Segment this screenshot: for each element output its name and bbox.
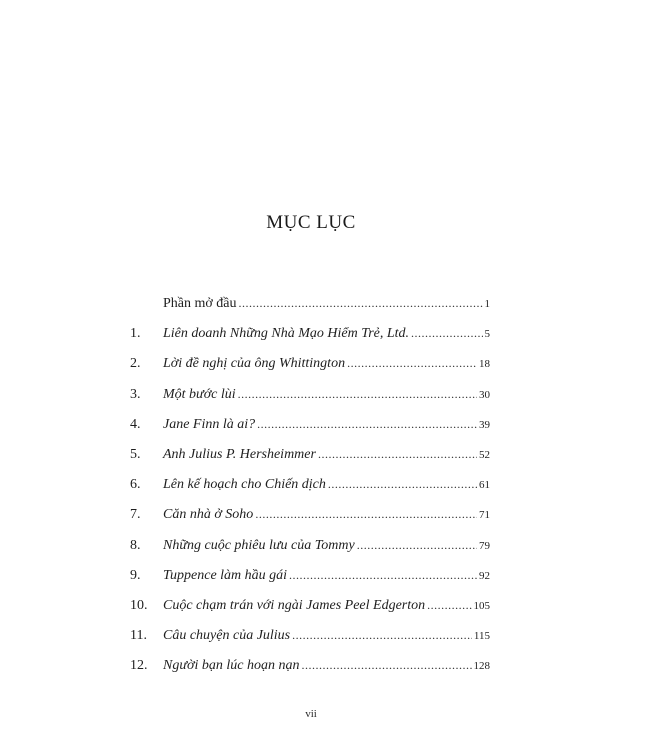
toc-dot-leader [427, 598, 471, 613]
toc-entry-number: 4. [130, 416, 141, 432]
toc-entry-title: Những cuộc phiêu lưu của Tommy [163, 537, 355, 553]
toc-entry-title: Người bạn lúc hoạn nạn [163, 658, 300, 674]
toc-entry-title: Phần mở đầu [163, 296, 237, 311]
toc-entry [130, 417, 490, 447]
toc-dot-leader [289, 568, 477, 583]
toc-entry-title: Lời đề nghị của ông Whittington [163, 356, 346, 372]
toc-dot-leader [357, 538, 477, 553]
toc-entry-page: 128 [473, 660, 490, 673]
toc-entry [130, 598, 490, 628]
toc-dot-leader [257, 417, 477, 432]
toc-dot-leader [292, 628, 472, 643]
toc-entry [130, 658, 490, 688]
toc-entry-page: 18 [479, 358, 490, 371]
toc-dot-leader [347, 356, 477, 371]
toc-dot-leader [239, 296, 483, 311]
toc-dot-leader [328, 477, 477, 492]
toc-entry-number: 1. [130, 326, 141, 342]
toc-entry-page: 79 [479, 539, 490, 552]
toc-entry [130, 507, 490, 537]
toc-entry-page: 92 [479, 569, 490, 582]
toc-title: MỤC LỤC [266, 212, 356, 233]
page-number: vii [305, 708, 317, 720]
toc-entry-title: Jane Finn là ai? [163, 416, 256, 432]
toc-entry-page: 39 [479, 418, 490, 431]
toc-entry [130, 296, 490, 326]
toc-entry-number: 9. [130, 567, 141, 583]
toc-dot-leader [255, 507, 477, 522]
toc-entry-number: 11. [130, 628, 147, 644]
toc-entry [130, 568, 490, 598]
toc-entry-title: Tuppence làm hầu gái [163, 567, 288, 583]
toc-entry-title: Cuộc chạm trán với ngài James Peel Edgerton [163, 597, 426, 613]
toc-entry-title: Căn nhà ở Soho [163, 507, 254, 523]
toc-entry-page: 1 [484, 298, 490, 310]
toc-dot-leader [238, 387, 477, 402]
toc-entry-number: 10. [130, 597, 148, 613]
toc-entry-number: 12. [130, 658, 148, 674]
toc-entry [130, 326, 490, 356]
toc-dot-leader [318, 447, 477, 462]
toc-dot-leader [301, 658, 471, 673]
toc-entry-page: 30 [479, 388, 490, 401]
toc-entry [130, 538, 490, 568]
toc-entry-number: 6. [130, 477, 141, 493]
toc-entry-page: 115 [473, 630, 490, 643]
toc-entry-title: Anh Julius P. Hersheimmer [163, 446, 316, 462]
toc-entry-title: Lên kế hoạch cho Chiến dịch [163, 477, 326, 493]
toc-entry-number: 8. [130, 537, 141, 553]
toc-entry-title: Liên doanh Những Nhà Mạo Hiểm Trẻ, Ltd. [163, 326, 410, 342]
toc-entry-number: 3. [130, 386, 141, 402]
toc-entry-title: Một bước lùi [163, 386, 236, 402]
toc-entry [130, 628, 490, 658]
toc-entry-number: 2. [130, 356, 141, 372]
toc-entry [130, 387, 490, 417]
toc-entry [130, 356, 490, 386]
toc-entry-page: 52 [479, 448, 490, 461]
toc-entry [130, 477, 490, 507]
toc-entry-number: 5. [130, 446, 141, 462]
toc-entry-page: 105 [473, 599, 490, 612]
toc-entry-page: 61 [479, 479, 490, 492]
toc-entry-title: Câu chuyện của Julius [163, 628, 291, 644]
toc-dot-leader [411, 326, 482, 341]
toc-entry [130, 447, 490, 477]
toc-entry-page: 5 [484, 328, 490, 341]
toc-entry-page: 71 [479, 509, 490, 522]
toc-list [130, 296, 490, 688]
toc-entry-number: 7. [130, 507, 141, 523]
